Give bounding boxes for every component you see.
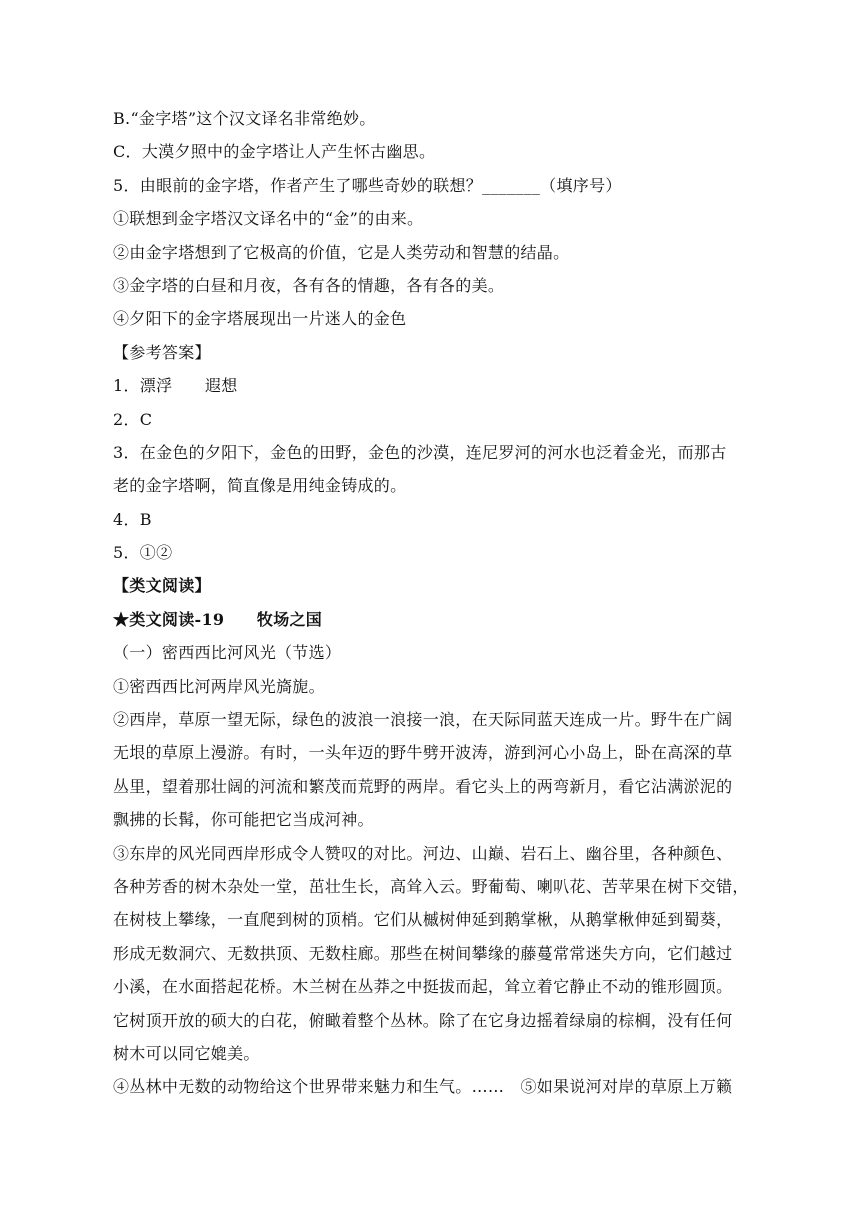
document-body (113, 102, 763, 1104)
paragraph-3-line-3: 在树枝上攀缘，一直爬到树的顶梢。它们从槭树伸延到鹅掌楸，从鹅掌楸伸延到蜀葵， (113, 910, 733, 930)
paragraph-3-line-5: 小溪，在水面搭起花桥。木兰树在丛莽之中挺拔而起，耸立着它静止不动的锥形圆顶。 (113, 977, 733, 997)
answer-2: 2．C (113, 409, 153, 429)
choice-1: ①联想到金字塔汉文译名中的“金”的由来。 (113, 209, 424, 229)
option-c: C．大漠夕照中的金字塔让人产生怀古幽思。 (113, 142, 436, 162)
section-heading: 【类文阅读】 (113, 576, 211, 596)
excerpt-title: （一）密西西比河风光（节选） (113, 643, 342, 663)
paragraph-2-line-1: ②西岸，草原一望无际，绿色的波浪一浪接一浪，在天际同蓝天连成一片。野牛在广阔 (113, 710, 733, 730)
paragraph-3-line-4: 形成无数洞穴、无数拱顶、无数柱廊。那些在树间攀缘的藤蔓常常迷失方向，它们越过 (113, 943, 733, 963)
answer-3-line-2: 老的金字塔啊，简直像是用纯金铸成的。 (113, 476, 407, 496)
question-5: 5．由眼前的金字塔，作者产生了哪些奇妙的联想？_______（填序号） (113, 175, 622, 195)
choice-4: ④夕阳下的金字塔展现出一片迷人的金色 (113, 309, 407, 329)
paragraph-3-line-7: 树木可以同它媲美。 (113, 1043, 260, 1063)
paragraph-2-line-3: 丛里，望着那壮阔的河流和繁茂而荒野的两岸。看它头上的两弯新月，看它沾满淤泥的 (113, 776, 733, 796)
answer-5: 5．①② (113, 543, 173, 563)
paragraph-4-5-line: ④丛林中无数的动物给这个世界带来魅力和生气。…… ⑤如果说河对岸的草原上万籁 (113, 1077, 733, 1097)
answer-heading: 【参考答案】 (113, 342, 211, 362)
answer-1: 1．漂浮 遐想 (113, 376, 238, 396)
paragraph-2-line-4: 飘拂的长髯，你可能把它当成河神。 (113, 810, 374, 830)
answer-3-line-1: 3．在金色的夕阳下，金色的田野，金色的沙漠，连尼罗河的河水也泛着金光，而那古 (113, 442, 727, 462)
option-b: B.“金字塔”这个汉文译名非常绝妙。 (113, 109, 376, 128)
choice-3: ③金字塔的白昼和月夜，各有各的情趣，各有各的美。 (113, 275, 505, 295)
paragraph-3-line-2: 各种芳香的树木杂处一堂，茁壮生长，高耸入云。野葡萄、喇叭花、苦苹果在树下交错， (113, 876, 749, 896)
choice-2: ②由金字塔想到了它极高的价值，它是人类劳动和智慧的结晶。 (113, 242, 570, 262)
paragraph-3-line-6: 它树顶开放的硕大的白花，俯瞰着整个丛林。除了在它身边摇着绿扇的棕榈，没有任何 (113, 1010, 733, 1030)
reading-title: ★类文阅读-19 牧场之国 (113, 609, 323, 629)
paragraph-3-line-1: ③东岸的风光同西岸形成令人赞叹的对比。河边、山巅、岩石上、幽谷里，各种颜色、 (113, 843, 733, 863)
paragraph-2-line-2: 无垠的草原上漫游。有时，一头年迈的野牛劈开波涛，游到河心小岛上，卧在高深的草 (113, 743, 733, 763)
paragraph-1: ①密西西比河两岸风光旖旎。 (113, 676, 325, 696)
answer-4: 4．B (113, 509, 152, 529)
